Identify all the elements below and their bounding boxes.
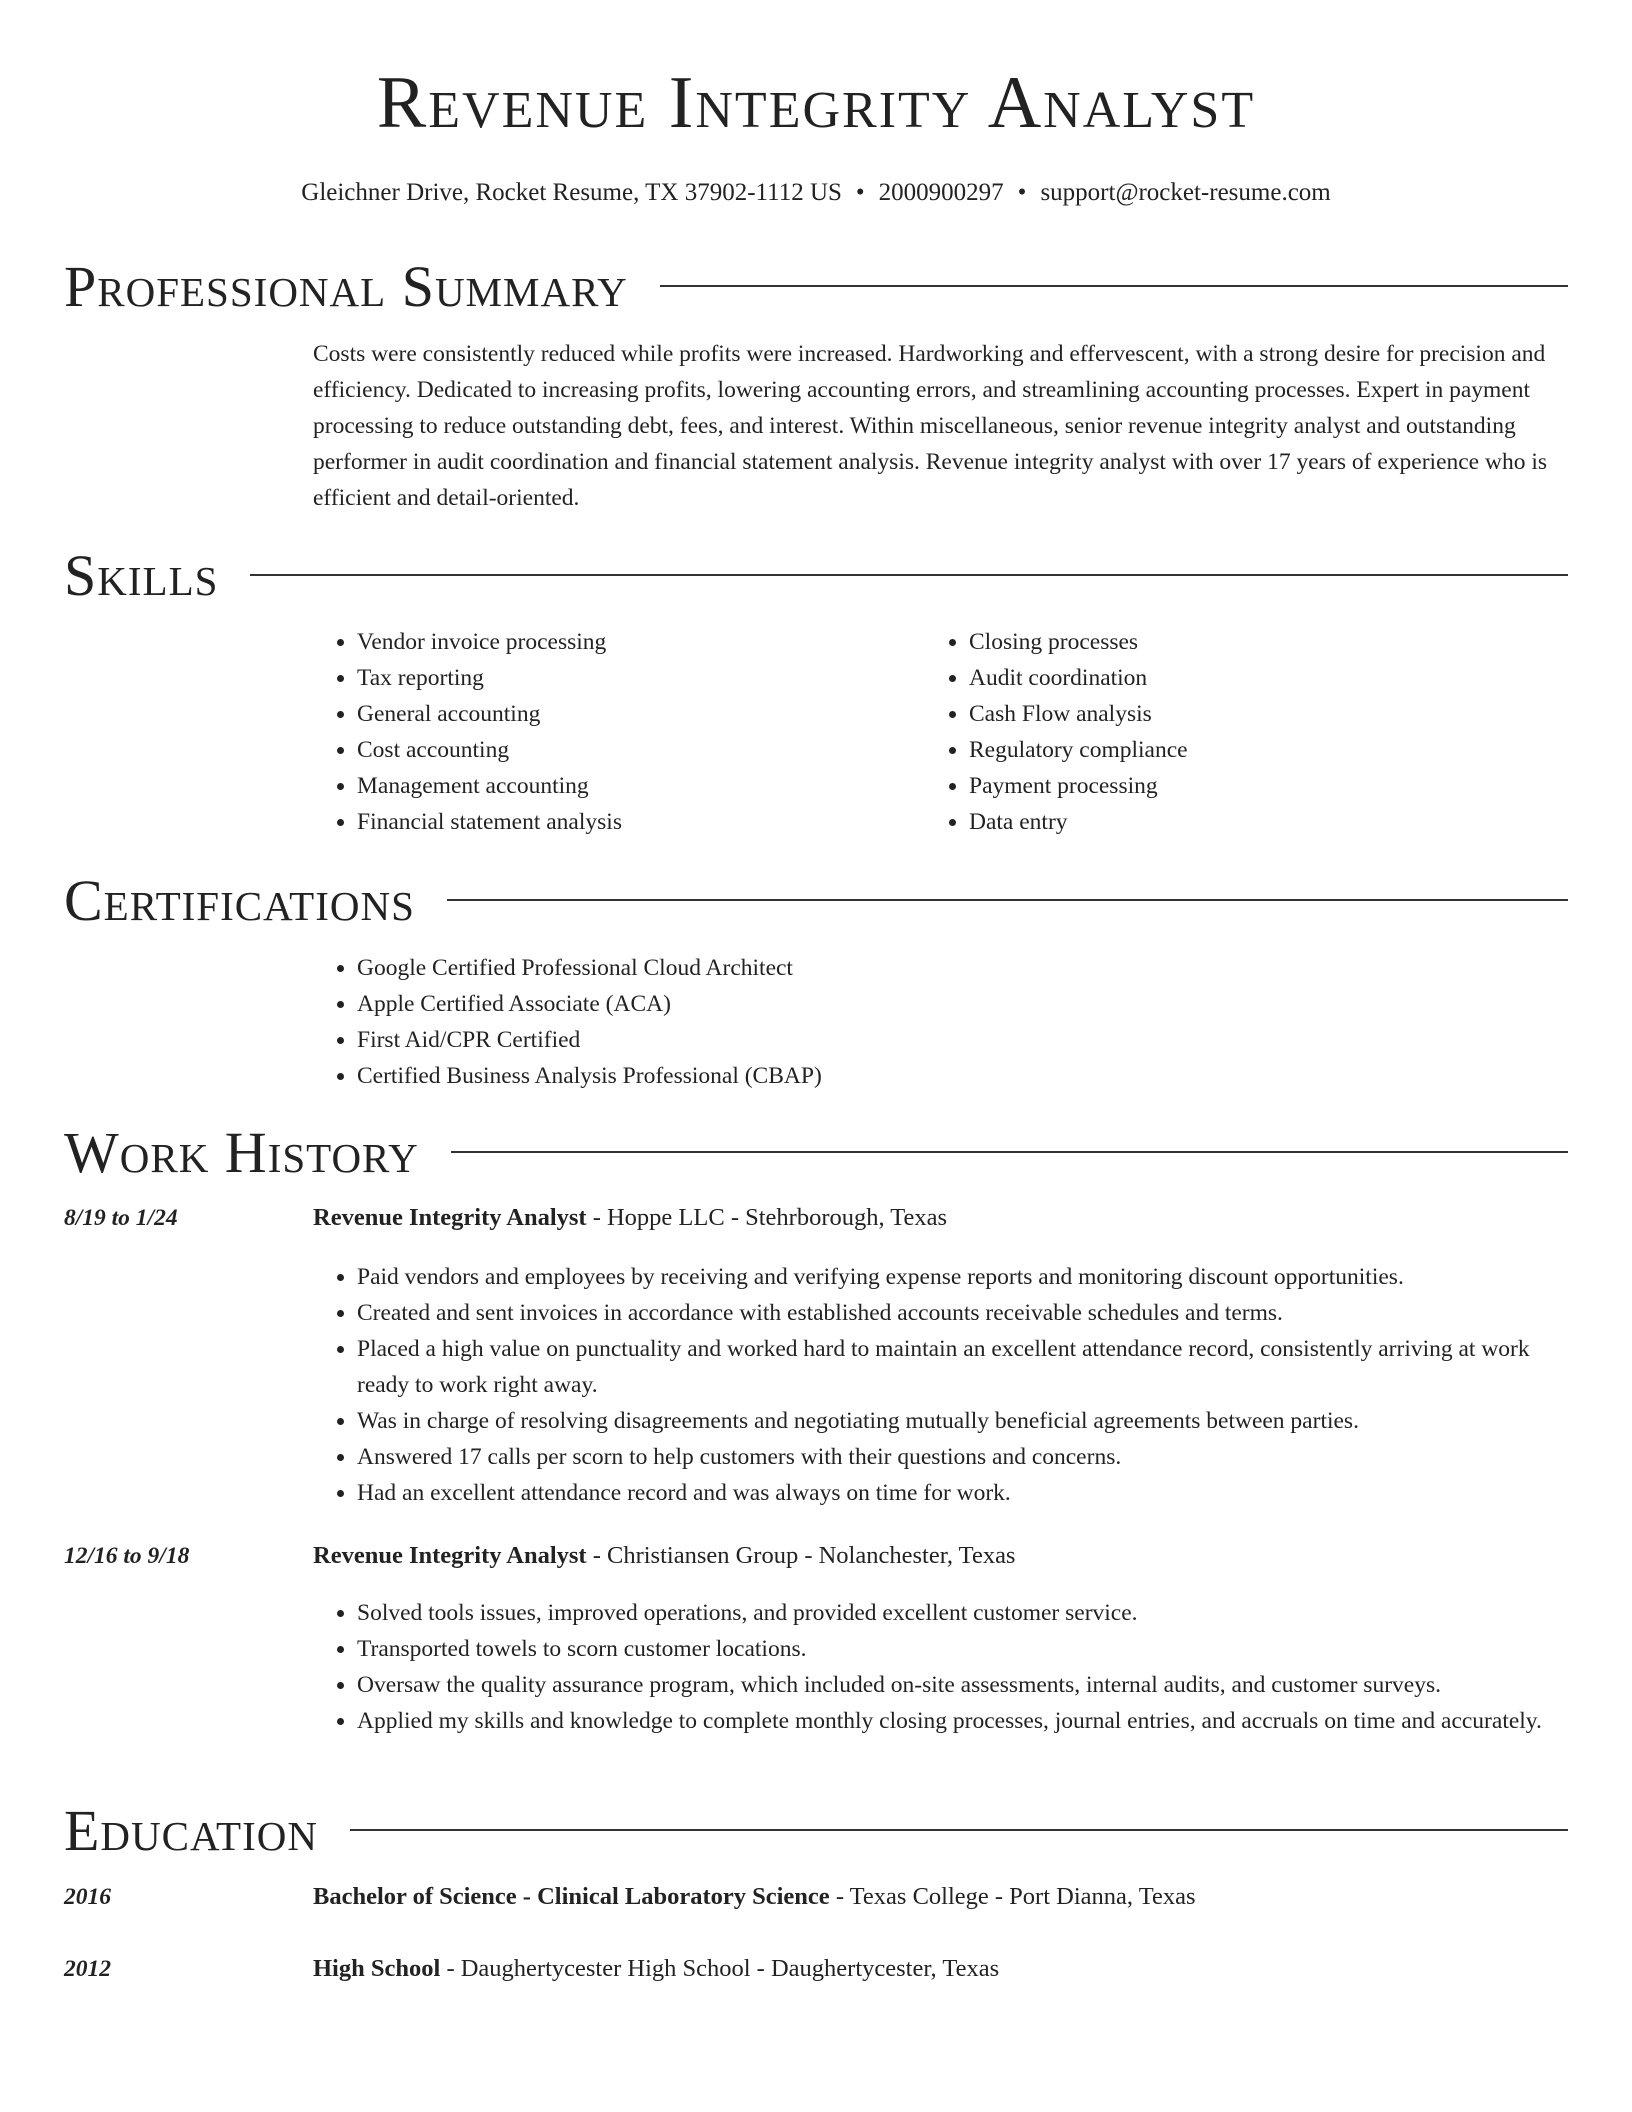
skill-item: • Cost accounting <box>357 732 873 768</box>
section-divider <box>660 285 1568 287</box>
job-duties <box>313 1259 1568 1511</box>
skill-item: • Vendor invoice processing <box>357 624 873 660</box>
education-section-header <box>64 1795 1568 1865</box>
job-duty-item: • Paid vendors and employees by receiving and verifying expense reports and monitoring discount opportunities. <box>357 1259 1568 1295</box>
summary-section-header <box>64 251 1568 321</box>
certifications-section-header <box>64 865 1568 935</box>
summary-text: Costs were consistently reduced while profits were increased. Hardworking and effervescent, with a strong desire for precision and efficiency. Dedicated to increasing profits, lowering accounting errors, and streamlining accounting processes. Expert in payment processing to reduce outstanding debt, fees, and interest. Within miscellaneous, senior revenue integrity analyst and outstanding performer in audit coordination and financial statement analysis. Revenue integrity analyst with over 17 years of experience who is efficient and detail-oriented. <box>313 341 1548 511</box>
contact-address: Gleichner Drive, Rocket Resume, TX 37902-1112 US <box>301 179 842 206</box>
job-duty-item: • Applied my skills and knowledge to complete monthly closing processes, journal entries, and accruals on time and accurately. <box>357 1703 1568 1739</box>
skill-item: • Audit coordination <box>969 660 1485 696</box>
skills-heading: Skills <box>64 542 219 608</box>
job-duty-item: • Transported towels to scorn customer locations. <box>357 1631 1568 1667</box>
education-degree: High School <box>313 1955 441 1982</box>
summary-heading: Professional Summary <box>64 253 628 319</box>
education-year: 2012 <box>64 1956 111 1982</box>
job-heading <box>313 1200 1568 1236</box>
education-entry <box>313 1879 1568 1915</box>
section-divider <box>451 1151 1568 1153</box>
section-divider <box>350 1829 1568 1831</box>
section-divider <box>447 899 1568 901</box>
certification-item: • Certified Business Analysis Professional (CBAP) <box>357 1058 1313 1094</box>
skill-item: • Regulatory compliance <box>969 732 1485 768</box>
skills-column-left <box>313 624 873 840</box>
job-details: - Hoppe LLC - Stehrborough, Texas <box>586 1204 948 1231</box>
skill-item: • Closing processes <box>969 624 1485 660</box>
education-heading: Education <box>64 1797 318 1863</box>
skill-item: • Financial statement analysis <box>357 804 873 840</box>
resume-name: Revenue Integrity Analyst <box>376 62 1256 144</box>
contact-separator: • <box>1017 179 1027 206</box>
skill-item: • Cash Flow analysis <box>969 696 1485 732</box>
education-details: - Daughertycester High School - Daughertycester, Texas <box>440 1955 1000 1982</box>
skill-item: • General accounting <box>357 696 873 732</box>
job-dates: 8/19 to 1/24 <box>64 1205 178 1231</box>
job-duty-item: • Solved tools issues, improved operations, and provided excellent customer service. <box>357 1595 1568 1631</box>
job-details: - Christiansen Group - Nolanchester, Texas <box>586 1542 1016 1569</box>
education-entry <box>313 1951 1568 1987</box>
job-title: Revenue Integrity Analyst <box>313 1204 587 1231</box>
skill-item: • Data entry <box>969 804 1485 840</box>
job-duty-item: • Had an excellent attendance record and was always on time for work. <box>357 1475 1568 1511</box>
skills-section-header <box>64 540 1568 610</box>
skill-item: • Tax reporting <box>357 660 873 696</box>
job-duty-item: • Placed a high value on punctuality and worked hard to maintain an excellent attendance record, consistently arriving at work ready to work right away. <box>357 1331 1568 1403</box>
certifications-heading: Certifications <box>64 867 415 933</box>
education-details: - Texas College - Port Dianna, Texas <box>829 1883 1196 1910</box>
contact-line <box>0 176 1632 210</box>
section-divider <box>250 574 1568 576</box>
education-year: 2016 <box>64 1884 111 1910</box>
job-duties <box>313 1595 1568 1739</box>
work-heading: Work History <box>64 1119 419 1185</box>
job-duty-item: • Oversaw the quality assurance program, which included on-site assessments, internal audits, and customer surveys. <box>357 1667 1568 1703</box>
contact-email: support@rocket-resume.com <box>1040 179 1331 206</box>
skills-column-right <box>925 624 1485 840</box>
certification-item: • First Aid/CPR Certified <box>357 1022 1313 1058</box>
job-duty-item: • Answered 17 calls per scorn to help customers with their questions and concerns. <box>357 1439 1568 1475</box>
certifications-list <box>313 950 1313 1094</box>
job-duty-item: • Was in charge of resolving disagreements and negotiating mutually beneficial agreements between parties. <box>357 1403 1568 1439</box>
job-heading <box>313 1538 1568 1574</box>
job-title: Revenue Integrity Analyst <box>313 1542 587 1569</box>
skill-item: • Management accounting <box>357 768 873 804</box>
skill-item: • Payment processing <box>969 768 1485 804</box>
certification-item: • Google Certified Professional Cloud Architect <box>357 950 1313 986</box>
job-dates: 12/16 to 9/18 <box>64 1543 190 1569</box>
contact-separator: • <box>855 179 865 206</box>
contact-phone: 2000900297 <box>878 179 1004 206</box>
education-degree: Bachelor of Science - Clinical Laboratory Science <box>313 1883 830 1910</box>
job-duty-item: • Created and sent invoices in accordance with established accounts receivable schedules and terms. <box>357 1295 1568 1331</box>
certification-item: • Apple Certified Associate (ACA) <box>357 986 1313 1022</box>
work-section-header <box>64 1117 1568 1187</box>
